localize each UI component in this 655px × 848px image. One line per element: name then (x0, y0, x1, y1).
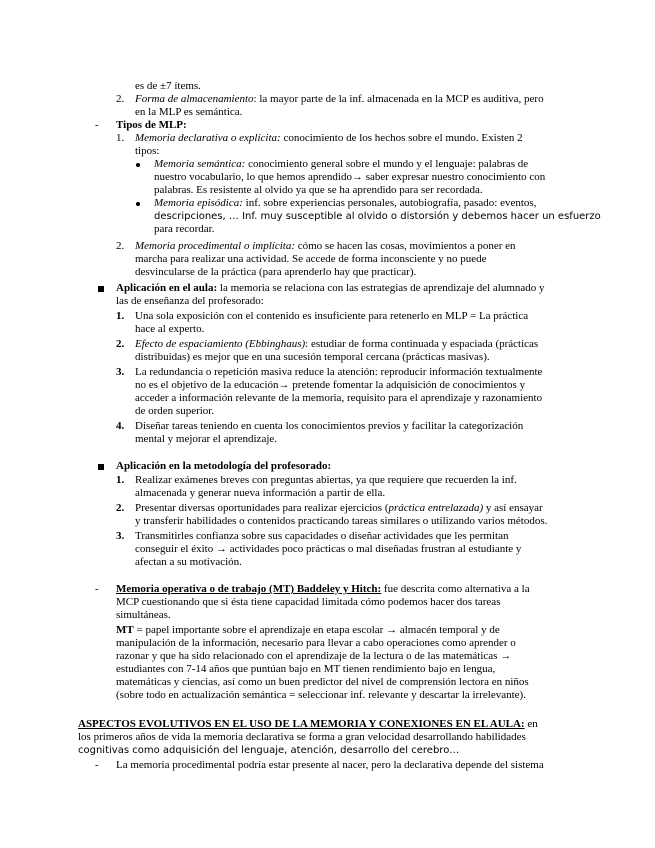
metodologia-item-3-line3: afectan a su motivación. (135, 556, 242, 568)
list-number: 1. (116, 474, 125, 486)
bullet-icon (136, 202, 140, 206)
square-bullet-icon (98, 464, 104, 470)
aula-item-3: La redundancia o repetición masiva reduce la atención: reproducir información textualmente (135, 366, 543, 378)
episodica-line3: para recordar. (154, 223, 215, 235)
mlp-item1-tail: es de ±7 ítems. (135, 80, 201, 92)
list-number: 3. (116, 530, 125, 542)
list-number: 2. (116, 338, 125, 350)
dash-bullet: - (95, 759, 99, 771)
mt-paragraph-line4: estudiantes con 7-14 años que puntúan bajo en MT tienen rendimiento bajo en lengua, (116, 663, 496, 675)
mt-paragraph-line2: manipulación de la información, necesario para llevar a cabo operaciones como aprender o (116, 637, 516, 649)
evolutivos-line3: cognitivas como adquisición del lenguaje, atención, desarrollo del cerebro… (78, 745, 460, 756)
mlp-item2-line2: en la MLP es semántica. (135, 106, 243, 118)
square-bullet-icon (98, 286, 104, 292)
mlp-item2: Forma de almacenamiento: la mayor parte de la inf. almacenada en la MCP es auditiva, pero (135, 93, 544, 105)
list-number: 2. (116, 93, 125, 105)
mt-paragraph-line3: razonar y que ha sido relacionado con el aprendizaje de la lectura o de las matemáticas → (116, 650, 512, 662)
evolutivos-intro: ASPECTOS EVOLUTIVOS EN EL USO DE LA MEMORIA Y CONEXIONES EN EL AULA: en (78, 718, 538, 730)
aula-intro: Aplicación en el aula: la memoria se relaciona con las estrategias de aprendizaje del alumnado y (116, 282, 545, 294)
aula-item-4: Diseñar tareas teniendo en cuenta los conocimientos previos y facilitar la categorización (135, 420, 524, 432)
list-number: 3. (116, 366, 125, 378)
mt-intro-line3: simultáneas. (116, 609, 171, 621)
aula-item-2-line2: distribuidas) es mejor que en una sucesión temporal cercana (prácticas masivas). (135, 351, 490, 363)
metodologia-item-3-line2: conseguir el éxito → actividades poco prácticas o mal diseñadas frustran al estudiante y (135, 543, 522, 555)
semantica-line2: nuestro vocabulario, lo que hemos aprendido→ saber expresar nuestro conocimiento con (154, 171, 546, 183)
evolutivos-line4: La memoria procedimental podría estar presente al nacer, pero la declarativa depende del sistema (116, 759, 544, 771)
procedimental-line2: marcha para realizar una actividad. Se accede de forma inconsciente y no puede (135, 253, 487, 265)
metodologia-item-2-line2: y transferir habilidades o contenidos practicando tareas similares o utilizando varios métodos. (135, 515, 548, 527)
mt-intro: Memoria operativa o de trabajo (MT) Baddeley y Hitch: fue descrita como alternativa a la (116, 583, 530, 595)
declarativa-line2: tipos: (135, 145, 160, 157)
procedimental-item: Memoria procedimental o implícita: cómo se hacen las cosas, movimientos a poner en (135, 240, 516, 252)
aula-item-3-line4: de orden superior. (135, 405, 215, 417)
aula-item-2: Efecto de espaciamiento (Ebbinghaus): estudiar de forma continuada y espaciada (prácticas (135, 338, 539, 350)
aula-intro-line2: las de enseñanza del profesorado: (116, 295, 264, 307)
metodologia-item-3: Transmitirles confianza sobre sus capacidades o diseñar actividades que les permitan (135, 530, 509, 542)
dash-bullet: - (95, 583, 99, 595)
aula-item-1-line2: hace al experto. (135, 323, 205, 335)
list-number: 2. (116, 240, 125, 252)
mt-intro-line2: MCP cuestionando que si ésta tiene capacidad limitada cómo podemos hacer dos tareas (116, 596, 501, 608)
aula-item-3-line2: no es el objetivo de la educación→ pretende fomentar la adquisición de conocimientos y (135, 379, 526, 391)
list-number: 2. (116, 502, 125, 514)
semantica-item: Memoria semántica: conocimiento general sobre el mundo y el lenguaje: palabras de (154, 158, 529, 170)
metodologia-item-1: Realizar exámenes breves con preguntas abiertas, ya que requiere que recuerden la inf. (135, 474, 517, 486)
evolutivos-line2: los primeros años de vida la memoria declarativa se forma a gran velocidad desarrollando habilidades (78, 731, 526, 743)
mt-paragraph-line6: (sobre todo en actualización semántica = seleccionar inf. relevante y descartar la irrelevante). (116, 689, 526, 701)
episodica-item: Memoria episódica: inf. sobre experiencias personales, autobiografía, pasado: eventos, (154, 197, 537, 209)
section-heading-tipos: Tipos de MLP: (116, 119, 187, 131)
mt-paragraph-line5: matemáticas y ciencias, así como un buen predictor del nivel de comprensión lectora en niños (116, 676, 529, 688)
procedimental-line3: desvincularse de la práctica (para aprenderlo hay que practicar). (135, 266, 417, 278)
metodologia-item-2: Presentar diversas oportunidades para realizar ejercicios (práctica entrelazada) y así ensayar (135, 502, 543, 514)
mt-paragraph: MT = papel importante sobre el aprendizaje en etapa escolar → almacén temporal y de (116, 624, 500, 636)
list-number: 4. (116, 420, 125, 432)
semantica-line3: palabras. Es resistente al olvido ya que se ha aprendido para ser recordada. (154, 184, 483, 196)
section-heading-metodologia: Aplicación en la metodología del profesorado: (116, 460, 332, 472)
list-number: 1. (116, 132, 125, 144)
aula-item-4-line2: mental y mejorar el aprendizaje. (135, 433, 278, 445)
episodica-line2: descripciones, … Inf. muy susceptible al olvido o distorsión y debemos hacer un esfuerzo (154, 211, 601, 222)
bullet-icon (136, 163, 140, 167)
metodologia-item-1-line2: almacenada y generar nueva información a partir de ella. (135, 487, 386, 499)
term: Forma de almacenamiento (135, 93, 254, 105)
declarativa-item: Memoria declarativa o explícita: conocimiento de los hechos sobre el mundo. Existen 2 (135, 132, 523, 144)
list-number: 1. (116, 310, 125, 322)
aula-item-1: Una sola exposición con el contenido es insuficiente para retenerlo en MLP = La práctica (135, 310, 529, 322)
aula-item-3-line3: acceder a información relevante de la memoria, requisito para el aprendizaje y razonamiento (135, 392, 543, 404)
dash-bullet: - (95, 119, 99, 131)
